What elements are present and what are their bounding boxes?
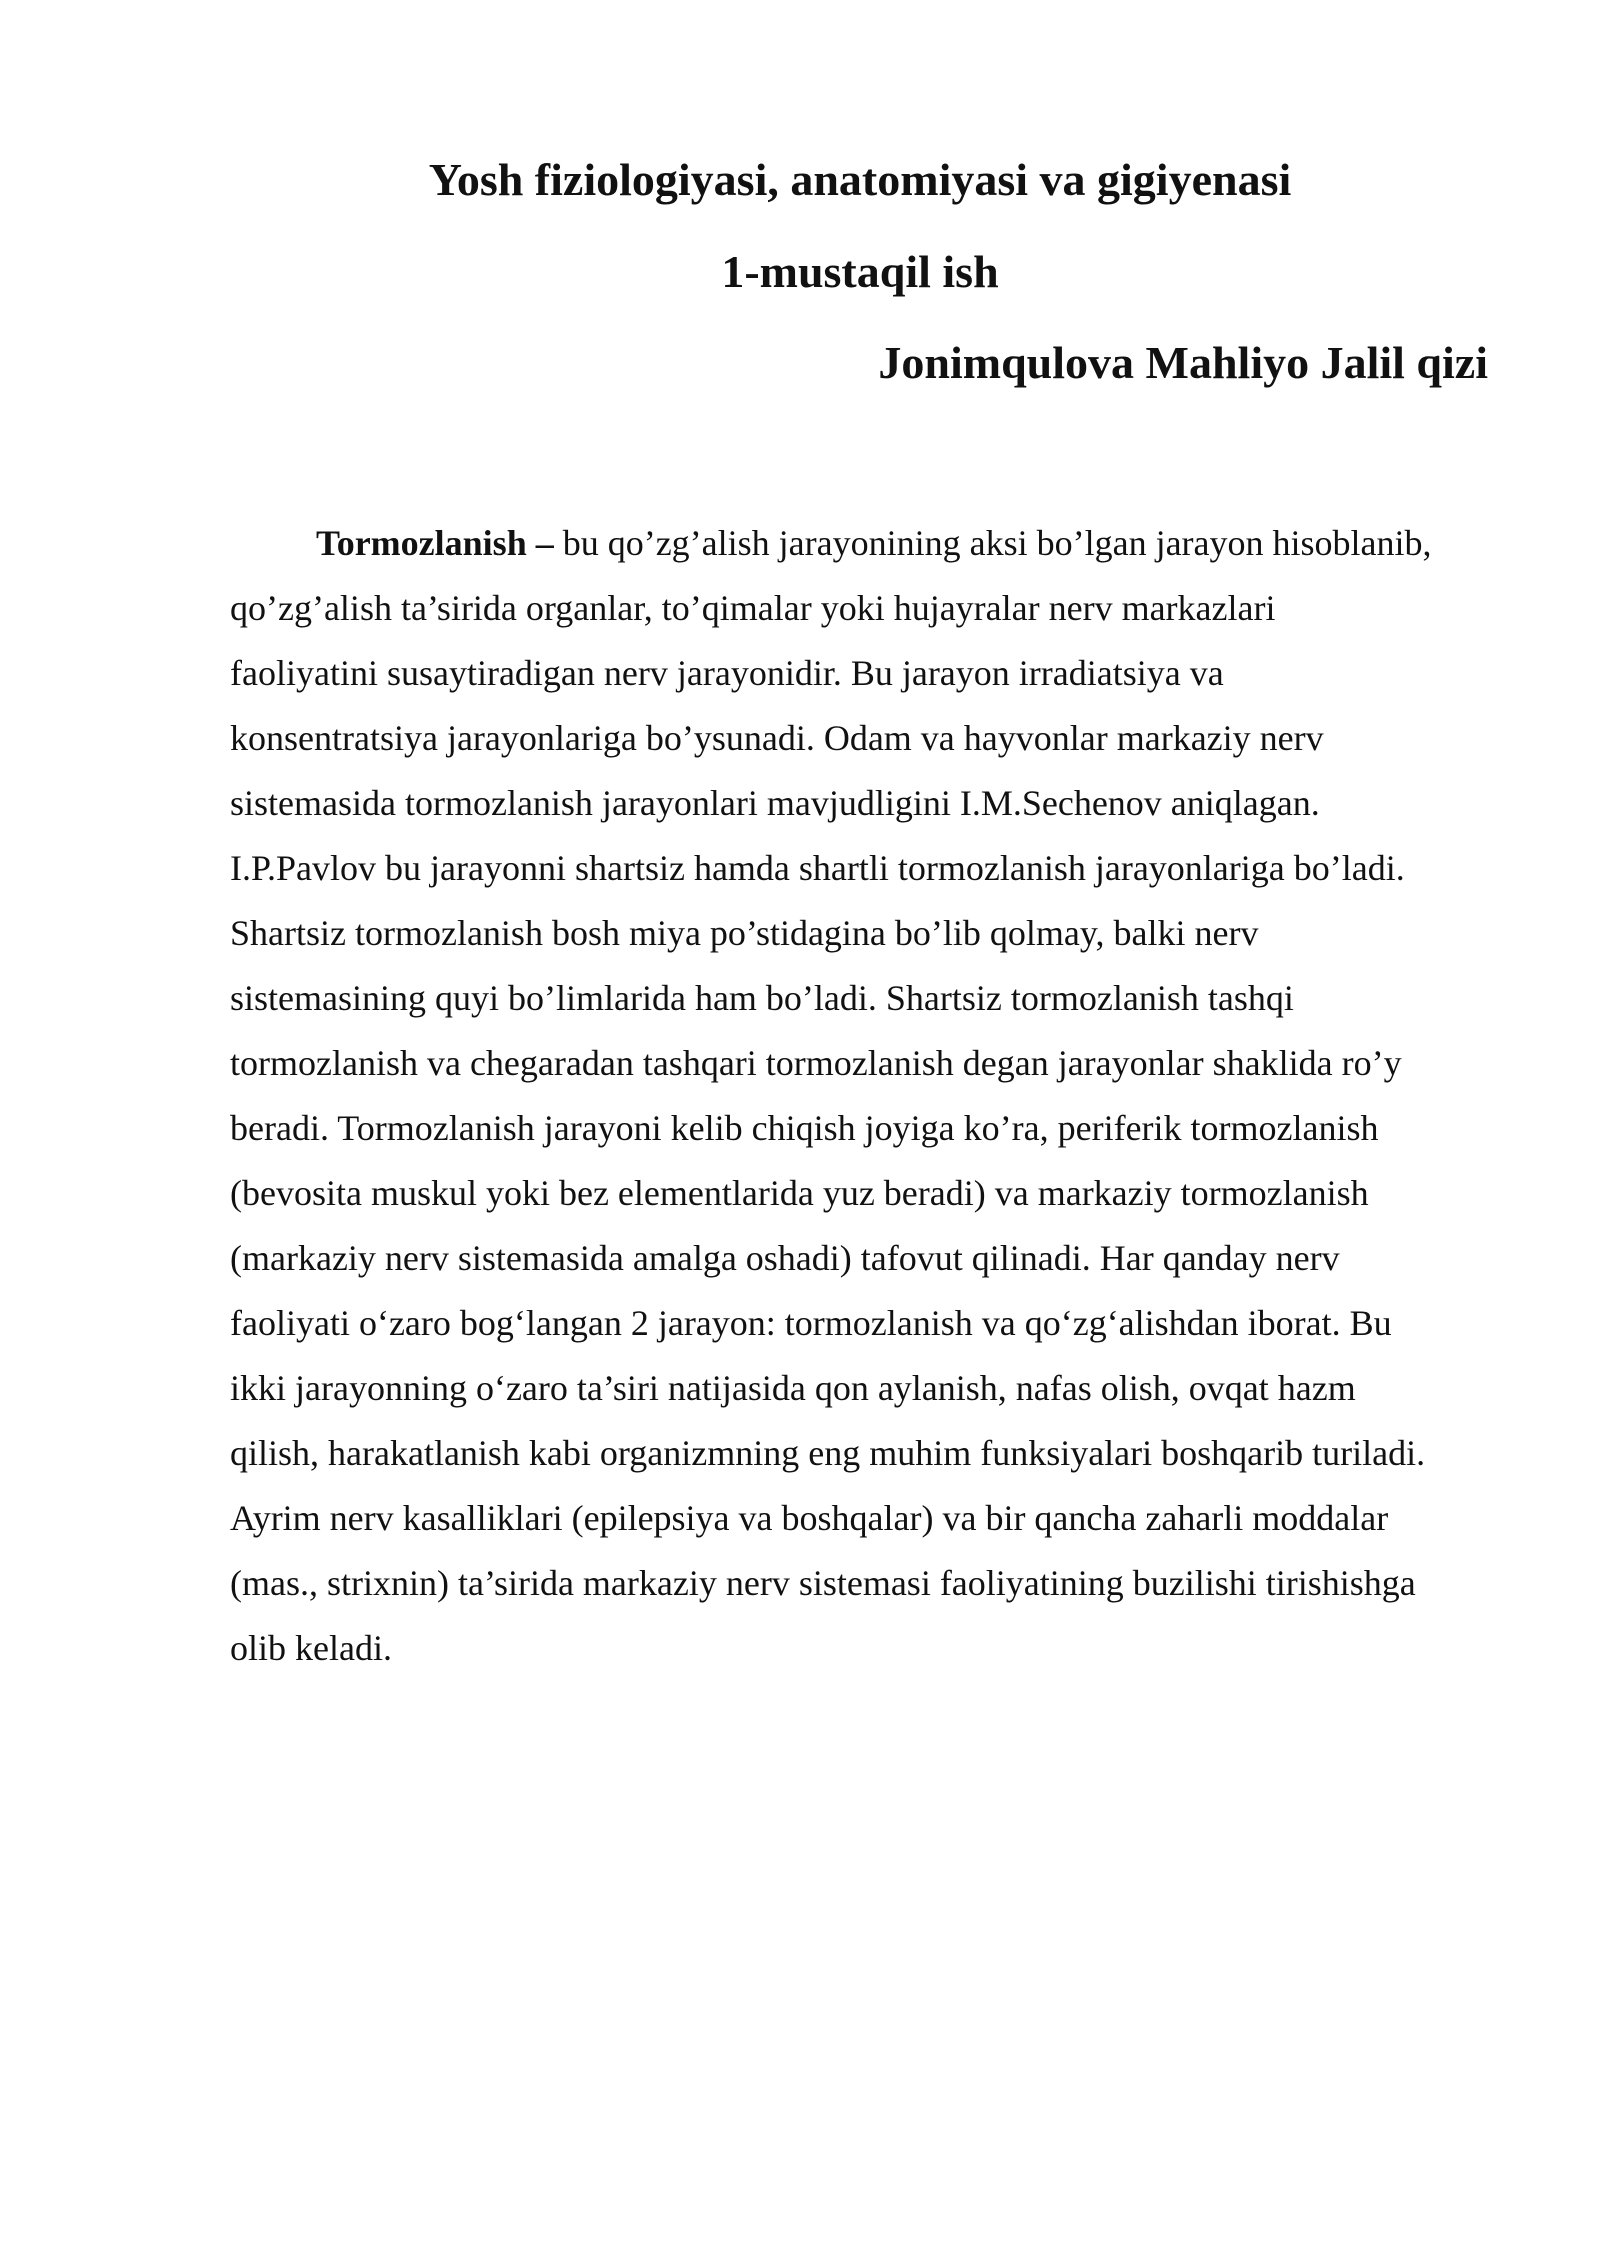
paragraph-line: tormozlanish va chegaradan tashqari tormozlanish degan jarayonlar shaklida ro’y — [230, 1043, 1402, 1083]
paragraph-line — [230, 511, 1500, 576]
defined-term: Tormozlanish – — [316, 523, 554, 563]
paragraph-line: sistemasida tormozlanish jarayonlari mavjudligini I.M.Sechenov aniqlagan. — [230, 783, 1320, 823]
document-title: Yosh fiziologiyasi, anatomiyasi va gigiyenasi — [428, 154, 1292, 205]
paragraph-line: olib keladi. — [230, 1628, 392, 1668]
paragraph-line: faoliyati o‘zaro bog‘langan 2 jarayon: tormozlanish va qo‘zg‘alishdan iborat. Bu — [230, 1303, 1392, 1343]
paragraph-line: Shartsiz tormozlanish bosh miya po’stidagina bo’lib qolmay, balki nerv — [230, 913, 1259, 953]
paragraph-line: Ayrim nerv kasalliklari (epilepsiya va boshqalar) va bir qancha zaharli moddalar — [230, 1498, 1389, 1538]
paragraph-line: (markaziy nerv sistemasida amalga oshadi) tafovut qilinadi. Har qanday nerv — [230, 1238, 1340, 1278]
paragraph-line: I.P.Pavlov bu jarayonni shartsiz hamda shartli tormozlanish jarayonlariga bo’ladi. — [230, 848, 1405, 888]
paragraph-line: ikki jarayonning o‘zaro ta’siri natijasida qon aylanish, nafas olish, ovqat hazm — [230, 1368, 1356, 1408]
paragraph-line: qilish, harakatlanish kabi organizmning eng muhim funksiyalari boshqarib turiladi. — [230, 1433, 1426, 1473]
paragraph-line: qo’zg’alish ta’sirida organlar, to’qimalar yoki hujayralar nerv markazlari — [230, 588, 1276, 628]
paragraph-line: (mas., strixnin) ta’sirida markaziy nerv sistemasi faoliyatining buzilishi tirishishga — [230, 1563, 1416, 1603]
author-name: Jonimqulova Mahliyo Jalil qizi — [878, 337, 1488, 388]
paragraph-line: sistemasining quyi bo’limlarida ham bo’ladi. Shartsiz tormozlanish tashqi — [230, 978, 1294, 1018]
paragraph-line: faoliyatini susaytiradigan nerv jarayonidir. Bu jarayon irradiatsiya va — [230, 653, 1224, 693]
paragraph-line: konsentratsiya jarayonlariga bo’ysunadi. Odam va hayvonlar markaziy nerv — [230, 718, 1324, 758]
body-paragraph — [230, 511, 1500, 1681]
paragraph-line: (bevosita muskul yoki bez elementlarida yuz beradi) va markaziy tormozlanish — [230, 1173, 1369, 1213]
paragraph-line: beradi. Tormozlanish jarayoni kelib chiqish joyiga ko’ra, periferik tormozlanish — [230, 1108, 1379, 1148]
paragraph-line-text: bu qo’zg’alish jarayonining aksi bo’lgan jarayon hisoblanib, — [553, 523, 1432, 563]
document-subtitle: 1-mustaqil ish — [721, 246, 999, 297]
